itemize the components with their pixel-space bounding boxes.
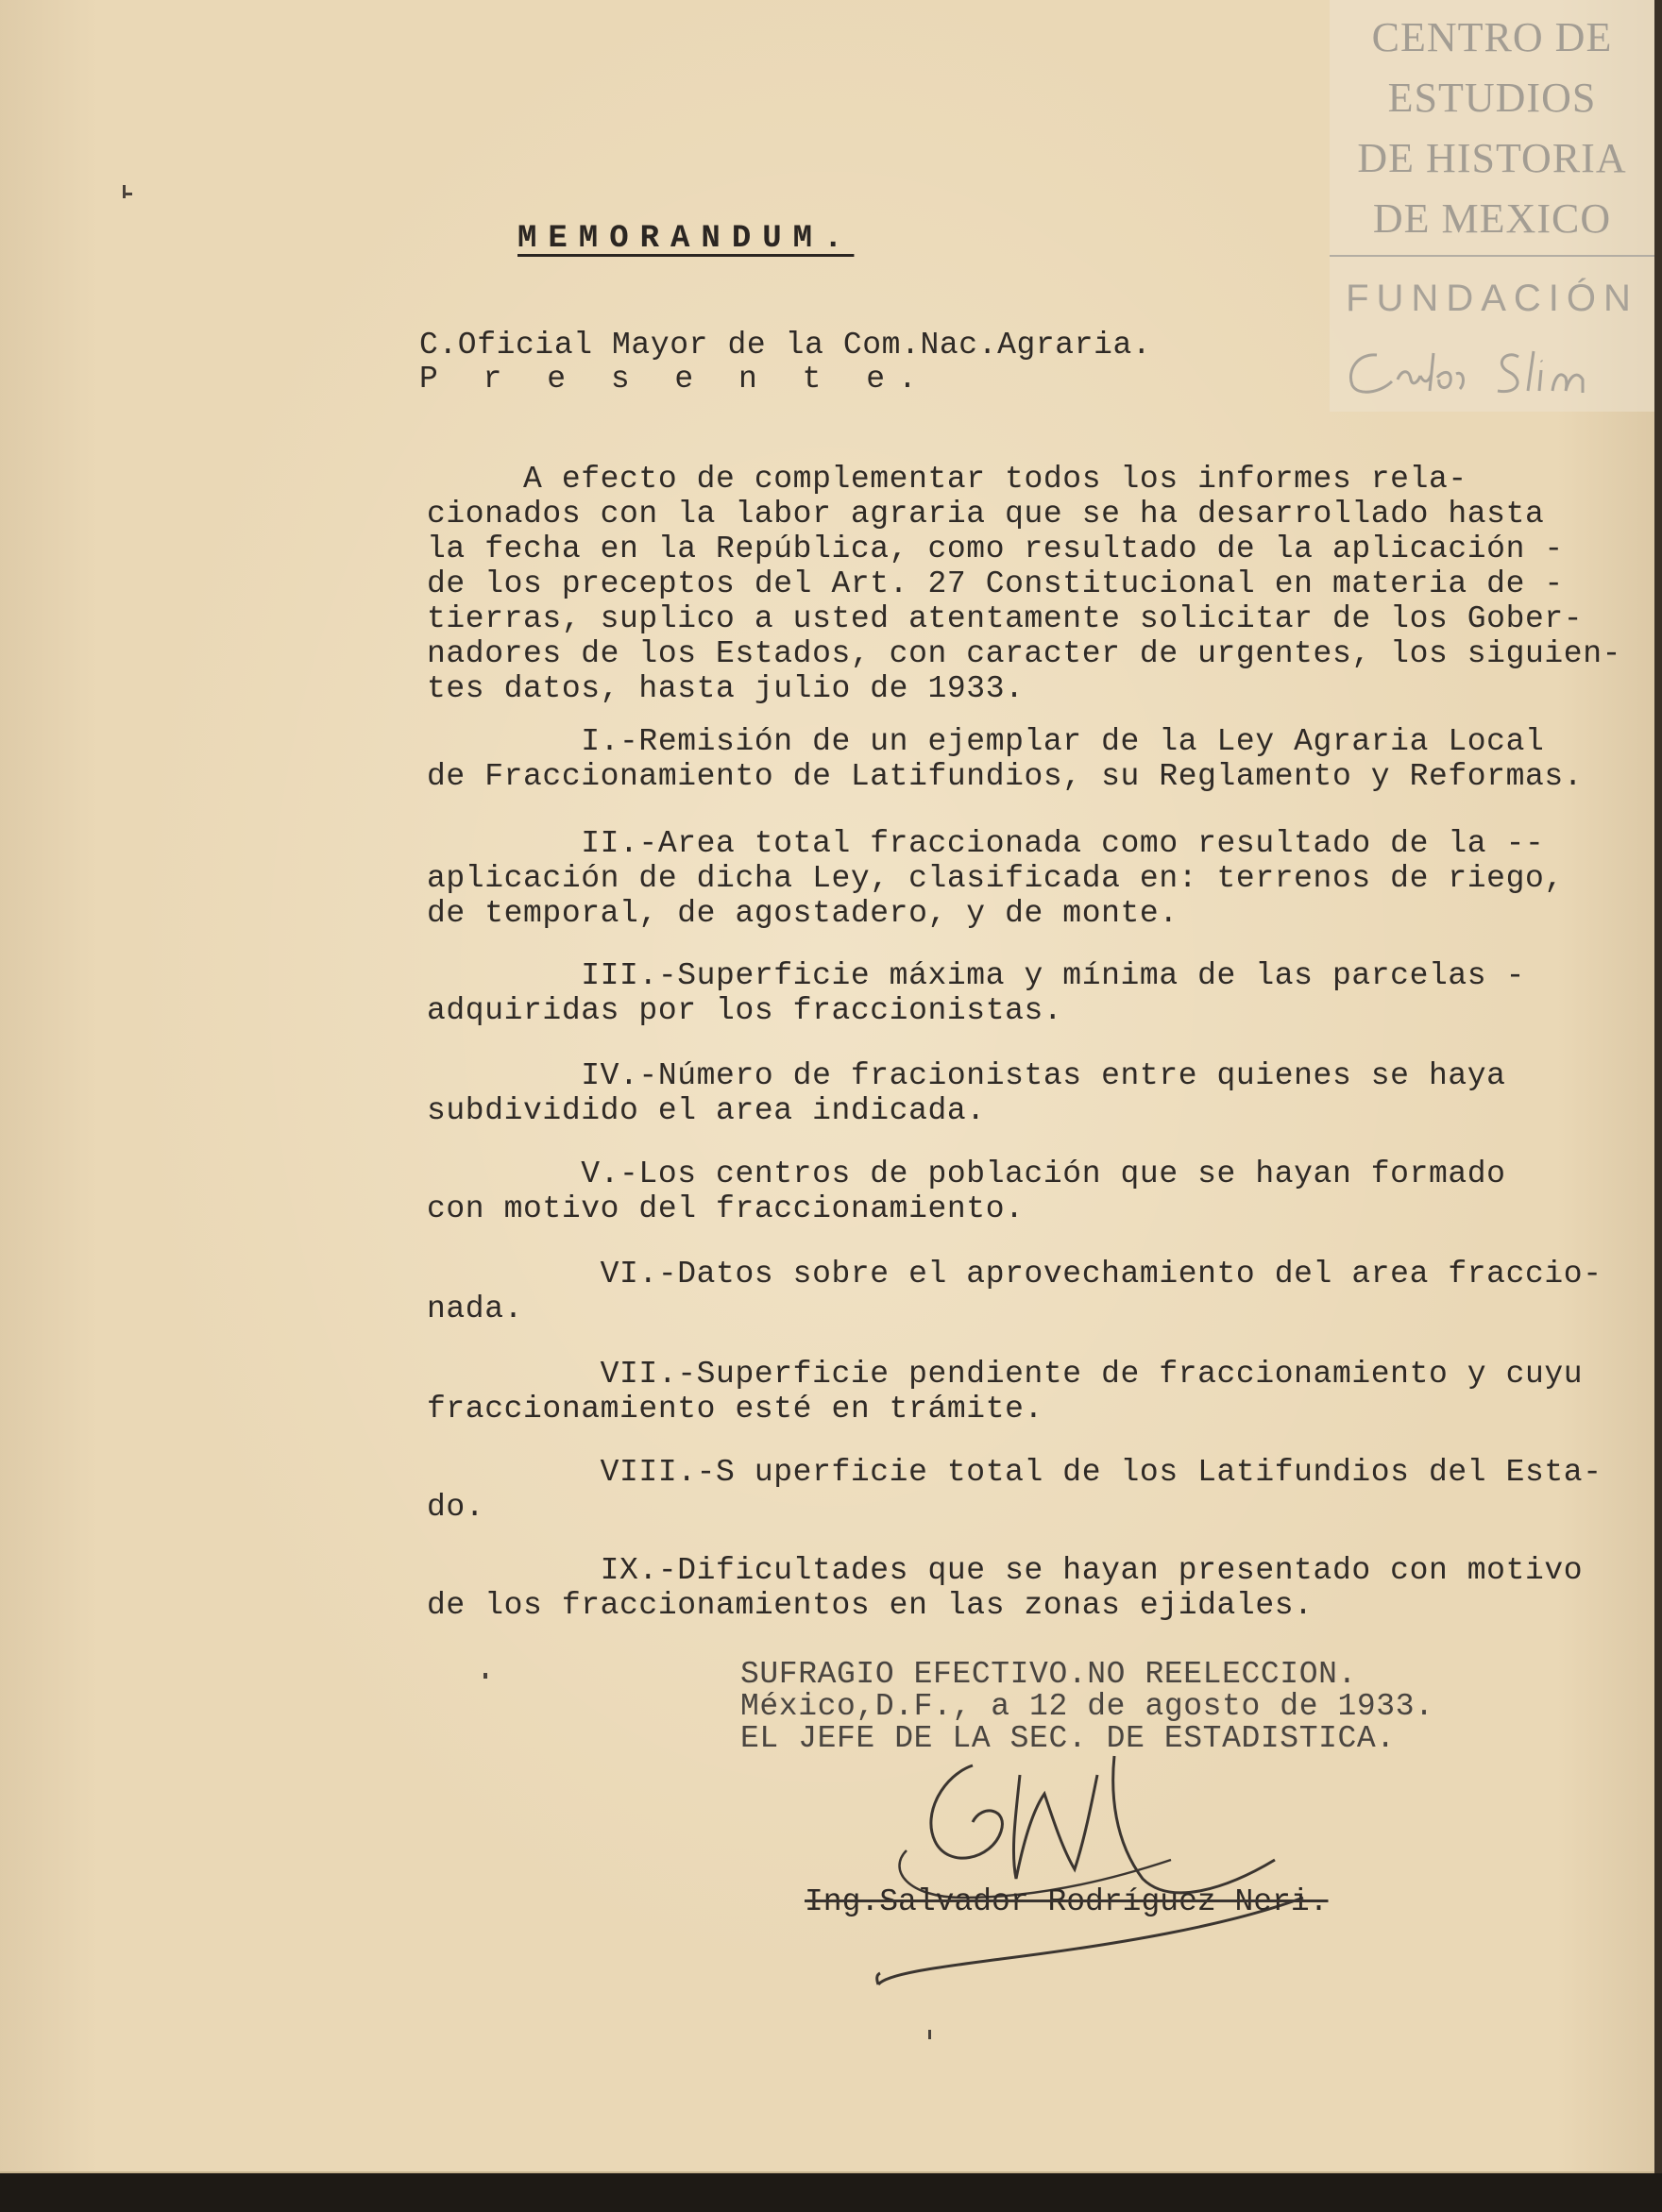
item-ix-line: IX.-Dificultades que se hayan presentado con motivo <box>427 1553 1584 1588</box>
watermark-fundacion: FUNDACIÓN <box>1346 278 1638 319</box>
item-vii-line: fraccionamiento esté en trámite. <box>427 1392 1043 1427</box>
item-ii-line: de temporal, de agostadero, y de monte. <box>427 896 1179 931</box>
closing-place-date: México,D.F., a 12 de agosto de 1933. <box>740 1689 1434 1724</box>
addressee-present: P r e s e n t e. <box>419 362 930 397</box>
watermark-line: DE HISTORIA <box>1357 135 1627 181</box>
margin-mark <box>123 193 132 195</box>
intro-line: tierras, suplico a usted atentamente solicitar de los Gober- <box>427 601 1584 636</box>
watermark-title <box>1330 8 1654 249</box>
watermark-line: DE MEXICO <box>1372 195 1612 242</box>
item-iv-line: subdividido el area indicada. <box>427 1093 986 1128</box>
carlos-slim-signature-logo <box>1339 336 1641 404</box>
item-iii-line: adquiridas por los fraccionistas. <box>427 993 1063 1028</box>
item-v-line: con motivo del fraccionamiento. <box>427 1191 1025 1226</box>
intro-line: la fecha en la República, como resultado de la aplicación - <box>427 532 1564 566</box>
signatory-name: Ing.Salvador Rodríguez Neri. <box>805 1884 1329 1919</box>
closing-motto: SUFRAGIO EFECTIVO.NO REELECCION. <box>740 1657 1357 1692</box>
item-viii-line: do. <box>427 1490 485 1525</box>
watermark-divider <box>1330 255 1654 257</box>
intro-line: cionados con la labor agraria que se ha desarrollado hasta <box>427 497 1545 532</box>
item-vi-line: VI.-Datos sobre el aprovechamiento del area fraccio- <box>427 1257 1603 1292</box>
item-ix-line: de los fraccionamientos en las zonas ejidales. <box>427 1588 1314 1623</box>
addressee-line: C.Oficial Mayor de la Com.Nac.Agraria. <box>419 328 1152 363</box>
intro-line: de los preceptos del Art. 27 Constitucional en materia de - <box>427 566 1564 601</box>
margin-mark <box>928 2030 931 2039</box>
item-vii-line: VII.-Superficie pendiente de fraccionamiento y cuyu <box>427 1357 1584 1392</box>
margin-mark <box>123 185 126 198</box>
page-edge-shadow <box>1654 0 1662 2173</box>
item-iii-line: III.-Superficie máxima y mínima de las parcelas - <box>427 958 1525 993</box>
item-ii-line: aplicación de dicha Ley, clasificada en: terrenos de riego, <box>427 861 1564 896</box>
item-viii-line: VIII.-S uperficie total de los Latifundios del Esta- <box>427 1455 1603 1490</box>
item-ii-line: II.-Area total fraccionada como resultado de la -- <box>427 826 1545 861</box>
watermark-line: ESTUDIOS <box>1387 75 1597 121</box>
intro-line: A efecto de complementar todos los informes rela- <box>427 462 1467 497</box>
item-vi-line: nada. <box>427 1292 524 1326</box>
watermark-line: CENTRO DE <box>1371 14 1613 60</box>
memo-title: MEMORANDUM. <box>517 221 855 257</box>
closing-title: EL JEFE DE LA SEC. DE ESTADISTICA. <box>740 1721 1396 1756</box>
intro-line: nadores de los Estados, con caracter de urgentes, los siguien- <box>427 636 1621 671</box>
scan-background-strip <box>0 2173 1662 2212</box>
item-i-line: I.-Remisión de un ejemplar de la Ley Agraria Local <box>427 724 1545 759</box>
margin-mark <box>483 1673 487 1679</box>
item-i-line: de Fraccionamiento de Latifundios, su Reglamento y Reformas. <box>427 759 1584 794</box>
item-iv-line: IV.-Número de fracionistas entre quienes se haya <box>427 1058 1506 1093</box>
handwritten-signature <box>831 1737 1360 2001</box>
item-v-line: V.-Los centros de población que se hayan formado <box>427 1157 1506 1191</box>
intro-line: tes datos, hasta julio de 1933. <box>427 671 1025 706</box>
archive-watermark <box>1330 0 1654 412</box>
